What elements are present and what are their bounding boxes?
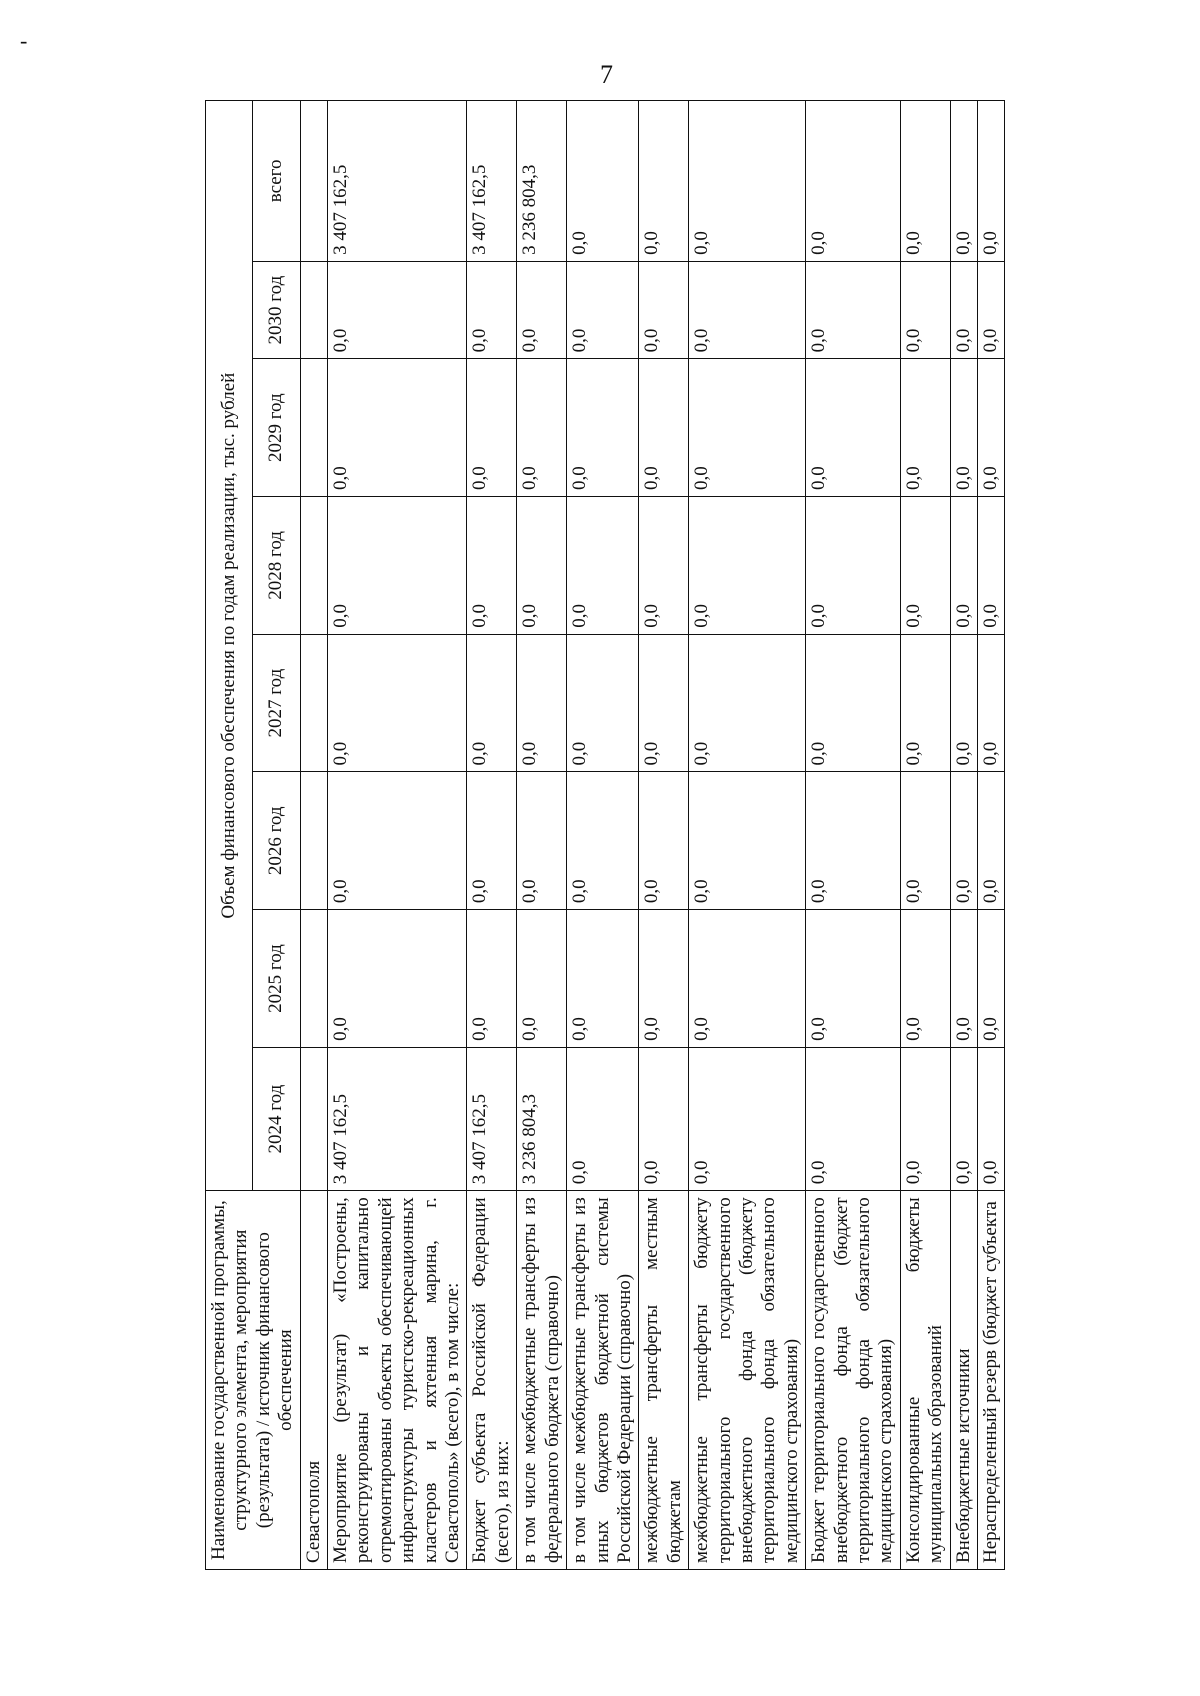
header-volume-group: Объем финансового обеспечения по годам реализации, тыс. рублей: [206, 101, 253, 1191]
header-year: 2027 год: [253, 634, 300, 772]
table-row: [689, 101, 806, 1570]
table-row: [467, 101, 517, 1570]
row-year-value: 0,0: [900, 497, 950, 635]
row-year-value: 0,0: [978, 359, 1005, 497]
row-total-value: [300, 101, 327, 262]
table-row: [806, 101, 901, 1570]
row-total-value: 3 407 162,5: [467, 101, 517, 262]
row-year-value: [300, 359, 327, 497]
row-year-value: 0,0: [950, 910, 977, 1048]
row-year-value: 0,0: [567, 359, 639, 497]
table-row: [567, 101, 639, 1570]
row-year-value: 0,0: [328, 772, 467, 910]
row-year-value: 0,0: [567, 497, 639, 635]
row-year-value: 0,0: [900, 359, 950, 497]
header-year: 2024 год: [253, 1047, 300, 1190]
row-source-name: межбюджетные трансферты местным бюджетам: [639, 1191, 689, 1570]
row-year-value: 0,0: [806, 359, 901, 497]
header-year: 2028 год: [253, 497, 300, 635]
row-year-value: [300, 261, 327, 359]
row-year-value: 0,0: [639, 634, 689, 772]
row-total-value: 0,0: [978, 101, 1005, 262]
row-year-value: 0,0: [806, 261, 901, 359]
row-year-value: 0,0: [467, 497, 517, 635]
table-row: [300, 101, 327, 1570]
table-row: [900, 101, 950, 1570]
page-dash: -: [20, 28, 28, 53]
row-source-name: в том числе межбюджетные трансферты из иных бюджетов бюджетной системы Российской Федерации (справочно): [567, 1191, 639, 1570]
table-row: [517, 101, 567, 1570]
row-year-value: 0,0: [517, 497, 567, 635]
row-year-value: 0,0: [328, 359, 467, 497]
row-year-value: 0,0: [467, 772, 517, 910]
row-year-value: 0,0: [900, 634, 950, 772]
row-year-value: 0,0: [689, 497, 806, 635]
row-year-value: 0,0: [806, 634, 901, 772]
row-total-value: 0,0: [567, 101, 639, 262]
header-year: 2025 год: [253, 910, 300, 1048]
row-year-value: 0,0: [517, 634, 567, 772]
row-year-value: 0,0: [806, 772, 901, 910]
row-year-value: 0,0: [639, 359, 689, 497]
row-year-value: 0,0: [978, 497, 1005, 635]
row-source-name: Бюджет субъекта Российской Федерации (всего), из них:: [467, 1191, 517, 1570]
row-source-name: Консолидированные бюджеты муниципальных образований: [900, 1191, 950, 1570]
row-source-name: Бюджет территориального государственного внебюджетного фонда (бюджет территориального фонда обязательного медицинского страхования): [806, 1191, 901, 1570]
row-year-value: 3 236 804,3: [517, 1047, 567, 1190]
row-total-value: 0,0: [639, 101, 689, 262]
row-year-value: 0,0: [567, 634, 639, 772]
row-year-value: 0,0: [467, 359, 517, 497]
row-year-value: 0,0: [517, 910, 567, 1048]
row-year-value: 0,0: [900, 261, 950, 359]
row-year-value: [300, 497, 327, 635]
row-year-value: 0,0: [567, 261, 639, 359]
row-year-value: 0,0: [689, 634, 806, 772]
row-year-value: 0,0: [467, 261, 517, 359]
row-year-value: 0,0: [978, 261, 1005, 359]
row-year-value: [300, 772, 327, 910]
row-year-value: 0,0: [689, 359, 806, 497]
header-year: 2029 год: [253, 359, 300, 497]
header-name-col: Наименование государственной программы, структурного элемента, мероприятия (результата) / источник финансового обеспечения: [206, 1191, 301, 1570]
row-year-value: 0,0: [639, 910, 689, 1048]
row-year-value: 0,0: [978, 910, 1005, 1048]
row-year-value: 0,0: [950, 261, 977, 359]
row-year-value: 0,0: [467, 634, 517, 772]
row-year-value: 0,0: [900, 910, 950, 1048]
row-year-value: 0,0: [978, 634, 1005, 772]
row-year-value: 0,0: [806, 1047, 901, 1190]
row-total-value: 0,0: [689, 101, 806, 262]
row-year-value: 0,0: [467, 910, 517, 1048]
row-total-value: 0,0: [900, 101, 950, 262]
row-year-value: 0,0: [950, 1047, 977, 1190]
row-year-value: 0,0: [950, 359, 977, 497]
table-row: [639, 101, 689, 1570]
row-year-value: 0,0: [689, 1047, 806, 1190]
row-year-value: 0,0: [639, 497, 689, 635]
rotated-table-wrapper: [205, 100, 1075, 1570]
row-year-value: 0,0: [639, 1047, 689, 1190]
row-year-value: 0,0: [328, 910, 467, 1048]
row-year-value: [300, 1047, 327, 1190]
header-total: всего: [253, 101, 300, 262]
header-year: 2026 год: [253, 772, 300, 910]
row-year-value: 0,0: [950, 634, 977, 772]
table-row: [950, 101, 977, 1570]
row-year-value: 0,0: [567, 910, 639, 1048]
page-number: 7: [600, 60, 613, 89]
row-year-value: 0,0: [689, 910, 806, 1048]
row-year-value: 0,0: [567, 772, 639, 910]
row-year-value: 0,0: [328, 497, 467, 635]
row-year-value: 0,0: [689, 772, 806, 910]
row-year-value: 0,0: [639, 772, 689, 910]
row-year-value: 0,0: [950, 497, 977, 635]
row-source-name: Внебюджетные источники: [950, 1191, 977, 1570]
header-row-1: [206, 101, 253, 1570]
row-year-value: 0,0: [689, 261, 806, 359]
row-source-name: в том числе межбюджетные трансферты из федерального бюджета (справочно): [517, 1191, 567, 1570]
row-source-name: Нераспределенный резерв (бюджет субъекта: [978, 1191, 1005, 1570]
row-year-value: 0,0: [567, 1047, 639, 1190]
header-year: 2030 год: [253, 261, 300, 359]
table-row: [328, 101, 467, 1570]
row-year-value: [300, 634, 327, 772]
row-total-value: 0,0: [950, 101, 977, 262]
row-year-value: [300, 910, 327, 1048]
row-source-name: межбюджетные трансферты бюджету территориального государственного внебюджетного фонда (бюджету территориального фонда обязательного медицинского страхования): [689, 1191, 806, 1570]
row-year-value: 0,0: [517, 261, 567, 359]
table-row: [978, 101, 1005, 1570]
row-total-value: 0,0: [806, 101, 901, 262]
row-total-value: 3 236 804,3: [517, 101, 567, 262]
row-year-value: 0,0: [978, 1047, 1005, 1190]
row-year-value: 0,0: [978, 772, 1005, 910]
row-total-value: 3 407 162,5: [328, 101, 467, 262]
row-year-value: 0,0: [639, 261, 689, 359]
row-source-name: Мероприятие (результат) «Построены, реконструированы и капитально отремонтированы объекты обеспечивающей инфраструктуры туристско-рекреационных кластеров и яхтенная марина, г. Севастополь» (всего), в том числе:: [328, 1191, 467, 1570]
row-year-value: 0,0: [517, 772, 567, 910]
row-year-value: 0,0: [806, 497, 901, 635]
row-year-value: 0,0: [328, 261, 467, 359]
row-year-value: 3 407 162,5: [467, 1047, 517, 1190]
row-year-value: 0,0: [900, 772, 950, 910]
row-year-value: 0,0: [950, 772, 977, 910]
row-source-name: Севастополя: [300, 1191, 327, 1570]
row-year-value: 3 407 162,5: [328, 1047, 467, 1190]
row-year-value: 0,0: [328, 634, 467, 772]
row-year-value: 0,0: [900, 1047, 950, 1190]
financing-table: [205, 100, 1005, 1570]
row-year-value: 0,0: [806, 910, 901, 1048]
row-year-value: 0,0: [517, 359, 567, 497]
